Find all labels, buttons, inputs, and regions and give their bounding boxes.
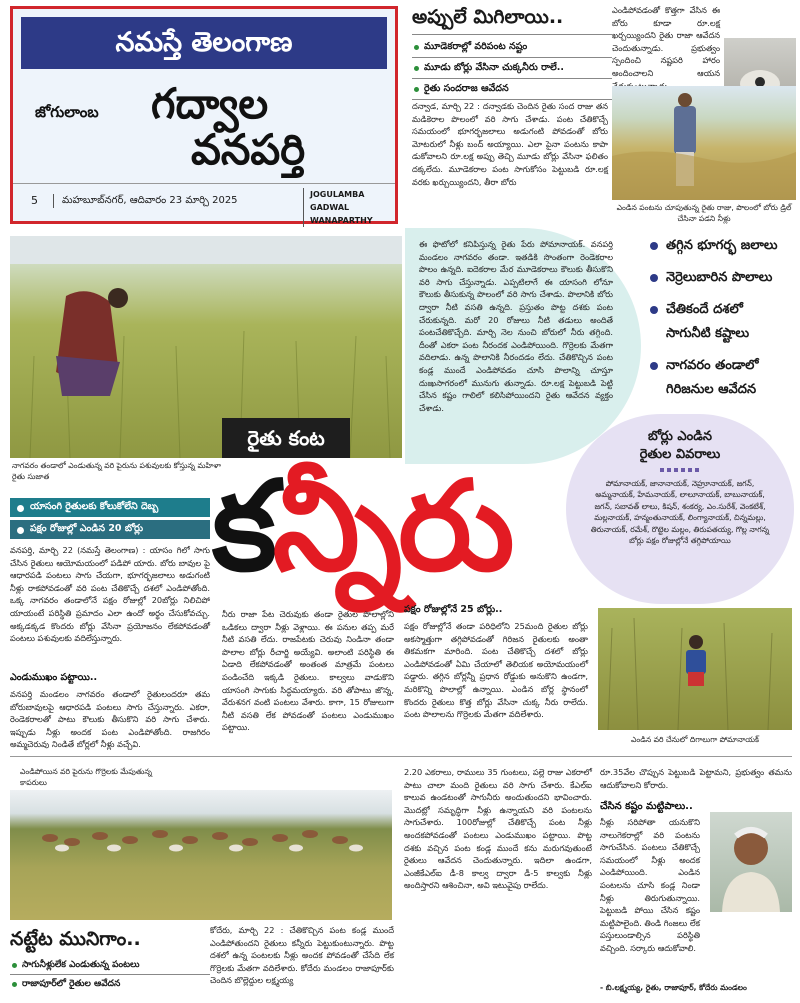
main-headline <box>212 452 511 602</box>
bottom-bullets <box>10 958 210 991</box>
top-story-body: దన్వాడ, మార్చి 22 : దన్వాడకు చెందిన రైతు సంద రాజు తన మడికెరాల పొలంలో వరి సాగు చేశాడు. పంట చేతికొచ్చే సమయంలో భూగర్భజలాలు అడుగంటి పోవడంతో బోరు మోటరులో నీళ్లు బంద్ అయ్యాయి. ఎలా పైనా పంటను కాపా డుకోవాలని రూ.లక్ష అప్పు తెచ్చి మూడు బోర్లు వేసినా ఫలితం దక్కలేదు. మూడెకరాల పంట సాగుకోసం పెట్టుబడి రూ.లక్ష వరకు ఖర్చుయ్యిందని, తీరా బోరు <box>412 101 608 187</box>
top-story-headline: అప్పులే మిగిలాయి.. <box>412 6 564 28</box>
highlight-bullets <box>646 236 796 400</box>
headline-kicker: రైతు కంట <box>222 418 350 458</box>
left-story-highlights <box>10 498 210 539</box>
farmers-list-title-2: రైతుల వివరాలు <box>639 447 721 462</box>
top-story-bullet: మూడు బోర్లు వేసినా చుక్కనీరు రాలే.. <box>412 61 612 75</box>
paper-name: నమస్తే తెలంగాణ <box>21 17 387 69</box>
bottom-headline: నట్టేట మునిగాం.. <box>10 928 141 950</box>
top-story <box>412 4 612 104</box>
bottom-bullet: రాజాపూర్‌లో రైతుల ఆవేదన <box>10 977 210 991</box>
middle-story-right-body: పక్షం రోజుల్లోనే తండా పరిధిలోని 25మంది రైతుల బోర్లు అకస్మాత్తుగా తగ్గిపోవడంతో గిరిజన రైతులకు అంతా తికమకగా మారింది. పంట చేతికొచ్చే దశలో బోర్లు ఎండిపోవడంతో ఏమి చేయాలో తెలియక అయోమయంలో పడ్డారు. తగ్గిన బోర్లన్నీ ప్రధాన రోడ్డుకు అనుకొని ఉండగా, మరికొన్ని పొలాల్లో ఉన్నాయి. ఎండిన బోర్ల స్థానంలో కొందరు రైతులు కొత్త బోర్లు వేసినా చుక్క నీరు రాలేదు. పంట పొలాలను గొర్రెలకు మేతగా వదిలేశారు. <box>404 621 588 720</box>
top-story-bullet: మూడెకరాల్లో వరిపంట నష్టం <box>412 40 612 54</box>
highlight-bullet-continued: సాగునీటి కష్టాలు <box>666 326 750 341</box>
main-photo-caption: నాగవరం తండాలో ఎండుతున్న వరి పైరును పశువులకు కోస్తున్న మహిళా రైతు సుజాత <box>12 461 221 481</box>
middle-story-body: నీరు రాజా పేట చెరువుకు తండా రైతుల పొలాల్లోని ఒడికలు ద్వారా నీళ్లు వెళ్లాయి. ఈ పనుల తప్ప మరే నీటి వసతి లేదు. రాజపేటకు చెరువు నిండినా తండా పొలాల బోర్లు రీచార్జి అయ్యేవి. అలాంటి పరిస్థితి ఈ ఏడాది లేకపోవడంతో అంతంత మాత్రమే పంటలు పండించేది ఇక్కడి రైతులు. కాల్వలు వాడుకొని యాసంగి సాగుకు సిద్ధమయ్యారు. వరి తోపాటు జొన్న, వేరుశనగ వంటి పంటలు వేశారు. కాగా, 15 రోజులుగా నీటి వసతి లేక పోవడంతో పంటలు ఎండుముఖం పట్టాయి. <box>222 609 394 733</box>
highlight-bullet: తగ్గిన భూగర్భ జలాలు <box>646 236 796 256</box>
far-right-quote: నీళ్లు సరిపోతా యనుకొని నాలుగెకరాల్లో వరి పంటను సాగుచేసిన. పంటలు చేతికొచ్చే సమయంలో నీళ్లు అందక ఎండిపోయింది. ఎండిన పంటలను చూసి కండ్ల నిండా నీళ్లు తిరుగుతున్నాయి. పెట్టుబడి పోయి చేసిన కష్టం మట్టిపాలైంది. తిండి గింజలు లేక పస్తులుండాల్సిన పరిస్థితి వచ్చింది. సర్కారు ఆదుకోవాలి. <box>600 817 700 953</box>
left-story-body-2: వనపర్తి మండలం నాగవరం తండాలో రైతులందరూ తమ బోరుబావులపై ఆధారపడి పంటలు సాగు చేస్తున్నారు. ఎకరా, రెండెకరాలతో పాటు కౌలుకు తీసుకొని వరి సాగు చేశారు. ఇప్పుడు నీళ్లు అందక పంట ఎండిపోతోంది. రాజగిరం అమ్మచెరువు నిండితే బోర్లలో నీళ్లు వచ్చేవి. <box>10 689 210 750</box>
sheep-photo-caption: ఎండిపోయిన వరి పైరును గొర్రెలకు మేపుతున్న కాపరులు <box>20 767 152 787</box>
farmers-list-text: పోమానాయక్, జానానాయక్, నెహ్రూనాయక్, జగన్, అమ్మనాయక్, హేమనాయక్, లాలూనాయక్, బాబునాయక్, జగన్, సబావత్ లాలు, కిషన్, శంకర్య, ఎం.సురేశ్, వెంకటేశ్, మల్లనాయక్, హన్మంతునాయక్, లింగ్యానాయక్, చిన్నమల్లు, తిరునాయక్, రమేశ్, రొట్టెల మల్లం, తిరుపతయ్య, గొల్ల నాగన్న బోర్లు పక్షం రోజుల్లోనే తగ్గిపోయాయి <box>590 479 770 546</box>
bottom-story-body-2: 2.20 ఎకరాలు, రాములు 35 గుంటలు, పల్లె రాజు ఎకరాలో పాటు చాలా మంది రైతులు వరి సాగు చేశారు. కేఎల్‌ఐ కాలువ ఉండటంతో సాగునీరు అందుతుందని భావించారు. మొదట్లో సమృద్ధిగా నీళ్లు ఉన్నాయని వరి పంటలను సాగుచేశారు. 100రోజుల్లో చేతికొచ్చే పంట నీళ్లు అందకపోవడంతో పంటలు ఎండుముఖం పట్టాయి. పొట్ట దశకు వచ్చిన పంట కండ్ల ముందే కను మరుగవుతుంటే రైతులు ఆవేదన చెందుతున్నారు. ఇదిలా ఉండగా, ఎంజీకేఎల్ఐ డీ-8 కాల్వ ద్వారా డీ-5 కాల్వకు నీళ్లు అందిస్తారని ఆశించినా, అవి ఇటువైపు రాలేదు. <box>404 767 592 891</box>
sheep-grazing-photo <box>10 790 392 920</box>
decorative-dots <box>660 468 700 472</box>
district-name-wanaparthy: వనపర్తి <box>191 125 306 174</box>
top-story-continuation: ఎండిపోవడంతో కొత్తగా వేసిన ఈ బోరు కూడా రూ.లక్ష ఖర్చయ్యిందని రైతు రాజా ఆవేదన చెందుతున్నాడు. ప్రభుత్వం స్పందించి నష్టపరి హారం అందించాలని ఆయన <box>612 5 720 78</box>
highlight-bar: పక్షం రోజుల్లో ఎండిన 20 బోర్లు <box>10 520 210 539</box>
top-story-subhead: రైతు సందరాజ ఆవేదన <box>412 82 612 96</box>
highlight-bar: యాసంగి రైతులకు కోలుకోలేని దెబ్బ <box>10 498 210 517</box>
farmers-list-title-1: బోర్లు ఎండిన <box>647 429 712 444</box>
bottom-bullet: సాగునీళ్లులేక ఎండుతున్న పంటలు <box>10 958 210 972</box>
bottom-story-body: కోదేరు, మార్చి 22 : చేతికొచ్చిన పంట కండ్ల ముందే ఎండిపోతుందని రైతులు కన్నీరు పెట్టుకుంటున్నారు. పొట్ట దశలో ఉన్న పంటలకు నీళ్లు అందక పోవడంతో చేసేది లేక గొర్రెలకు మేతగా వదిలేశారు. కోదేరు మండలం రాజాపూర్‌కు చెందిన బొల్లెద్దుల లక్ష్మయ్య <box>210 925 394 986</box>
masthead-footer <box>13 183 395 225</box>
far-right-attribution: - బి.లక్ష్మయ్య, రైతు, రాజాపూర్, కోదేరు మండలం <box>600 983 747 992</box>
farmer-raju-caption: ఎండిన పంటను చూపుతున్న రైతు రాజు, పొలంలో బోరు డ్రిల్ చేసినా పడని నీళ్లు <box>616 203 792 223</box>
highlight-bullet-continued: గిరిజనుల ఆవేదన <box>666 382 757 397</box>
middle-story-subhead: పక్షం రోజుల్లోనే 25 బోర్లు.. <box>404 604 503 615</box>
section-divider <box>10 756 792 757</box>
pomanayak-photo-caption: ఎండిన వరి చేనులో దిగాలుగా పోమానాయక్ <box>630 735 759 744</box>
far-right-text: రూ.35వేల చొప్పున పెట్టుబడి పెట్టామని, ప్రభుత్వం తమను ఆదుకోవాలని కోరారు. <box>600 767 792 790</box>
english-line-2: WANAPARTHY <box>310 216 373 225</box>
district-name-gadwal: గద్వాల <box>151 79 269 128</box>
headline-part-1: క <box>212 455 273 599</box>
english-district-label <box>303 188 395 227</box>
highlight-bullet: చేతికందే దశలో <box>646 300 796 320</box>
left-story-subhead: ఎండుముఖం పట్టాయి.. <box>10 672 98 683</box>
farmer-raju-photo <box>612 86 796 200</box>
page-number: 5 <box>31 194 38 207</box>
district-name-jogulamba: జోగులాంబ <box>35 103 99 121</box>
left-story-body: వనపర్తి, మార్చి 22 (నమస్తే తెలంగాణ) : యాసం గిలో సాగు చేసిన రైతులు ఆయోమయంలో పడిపో యారు. బోరు బావుల పై ఆధారపడి పంటలు సాగు చేయగా, భూగర్భజలాలు అడుగంటి నీళ్లు రాకపోవడంతో వరి పంట చేతికొచ్చే దశలో ఎండిపోతోంది. ఒక్క నాగవరం తండాలోనే పక్షం రోజుల్లో 20బోర్లు నిలిచిపో యాయంటే పరిస్థితి ప్రమాదం ఎలా ఉందో అర్థం చేసుకోవచ్చు. అక్కడక్కడ కొందరు బోర్లు వేసినా ప్రయోజనం లేకపోవడంతో పంటలు పశువులకు వదిలేస్తున్నారు. <box>10 545 210 644</box>
highlight-bullet: నెర్రెలుబారిన పొలాలు <box>646 268 796 288</box>
masthead <box>10 6 398 224</box>
farmer-lakshmaiah-photo <box>710 812 792 912</box>
dateline: మహబూబ్‌నగర్, ఆదివారం 23 మార్చి 2025 <box>53 194 238 208</box>
highlight-bullet: నాగవరం తండాలో <box>646 356 796 376</box>
far-right-subhead: చేసిన కష్టం మట్టిపాలు.. <box>600 801 693 812</box>
headline-part-2: న్నీరు <box>272 455 511 599</box>
english-line-1: JOGULAMBA GADWAL <box>310 190 365 212</box>
farmers-list-box <box>566 414 794 604</box>
pomanayak-photo <box>598 608 792 730</box>
pomanayak-story-text: ఈ ఫొటోలో కనిపిస్తున్న రైతు పేరు పోమానాయక్. వనపర్తి మండలం నాగవరం తండా. ఇతడికి సొంతంగా రెండెకరాల పొలం ఉన్నది. ఐదెకరాల మేర మూడెకరాలు కౌలుకు తీసుకొని వరి సాగు చేస్తున్నాడు. ఎప్పటిలాగే ఈ యాసంగి లోనూ కౌలుకు తీసుకున్న పొలంలో వరి సాగు చేశాడు. పొలానికి బోరు ద్వారా నీటి వసతి ఉన్నది. ప్రస్తుతం పొట్ట దశకు పంట చేరుకున్నది. మరో 20 రోజులు నీటి తడులు అందితే పంటచేతికొచ్చేది. మార్చి నెల నుంచి బోరులో నీరు తగ్గింది. దీంతో ఎకరా పంట నీరందక ఎండిపోయింది. గొర్రెలకు మేతగా వదిలాడు. ఉన్న పొలానికి నీరందడం లేదు. చేతికొచ్చిన పంట కండ్ల ముందే ఎండిపోవడం చూసి పొలాన్ని చూస్తూ దుఃఖసాగరంలో మునుగు తున్నాడు. రూ.లక్ష పెట్టుబడి పెట్టి చేసిన కష్టం గాలిలో కలిసిపోయిందని రైతు ఆవేదన వ్యక్తం చేశాడు. <box>419 239 613 413</box>
